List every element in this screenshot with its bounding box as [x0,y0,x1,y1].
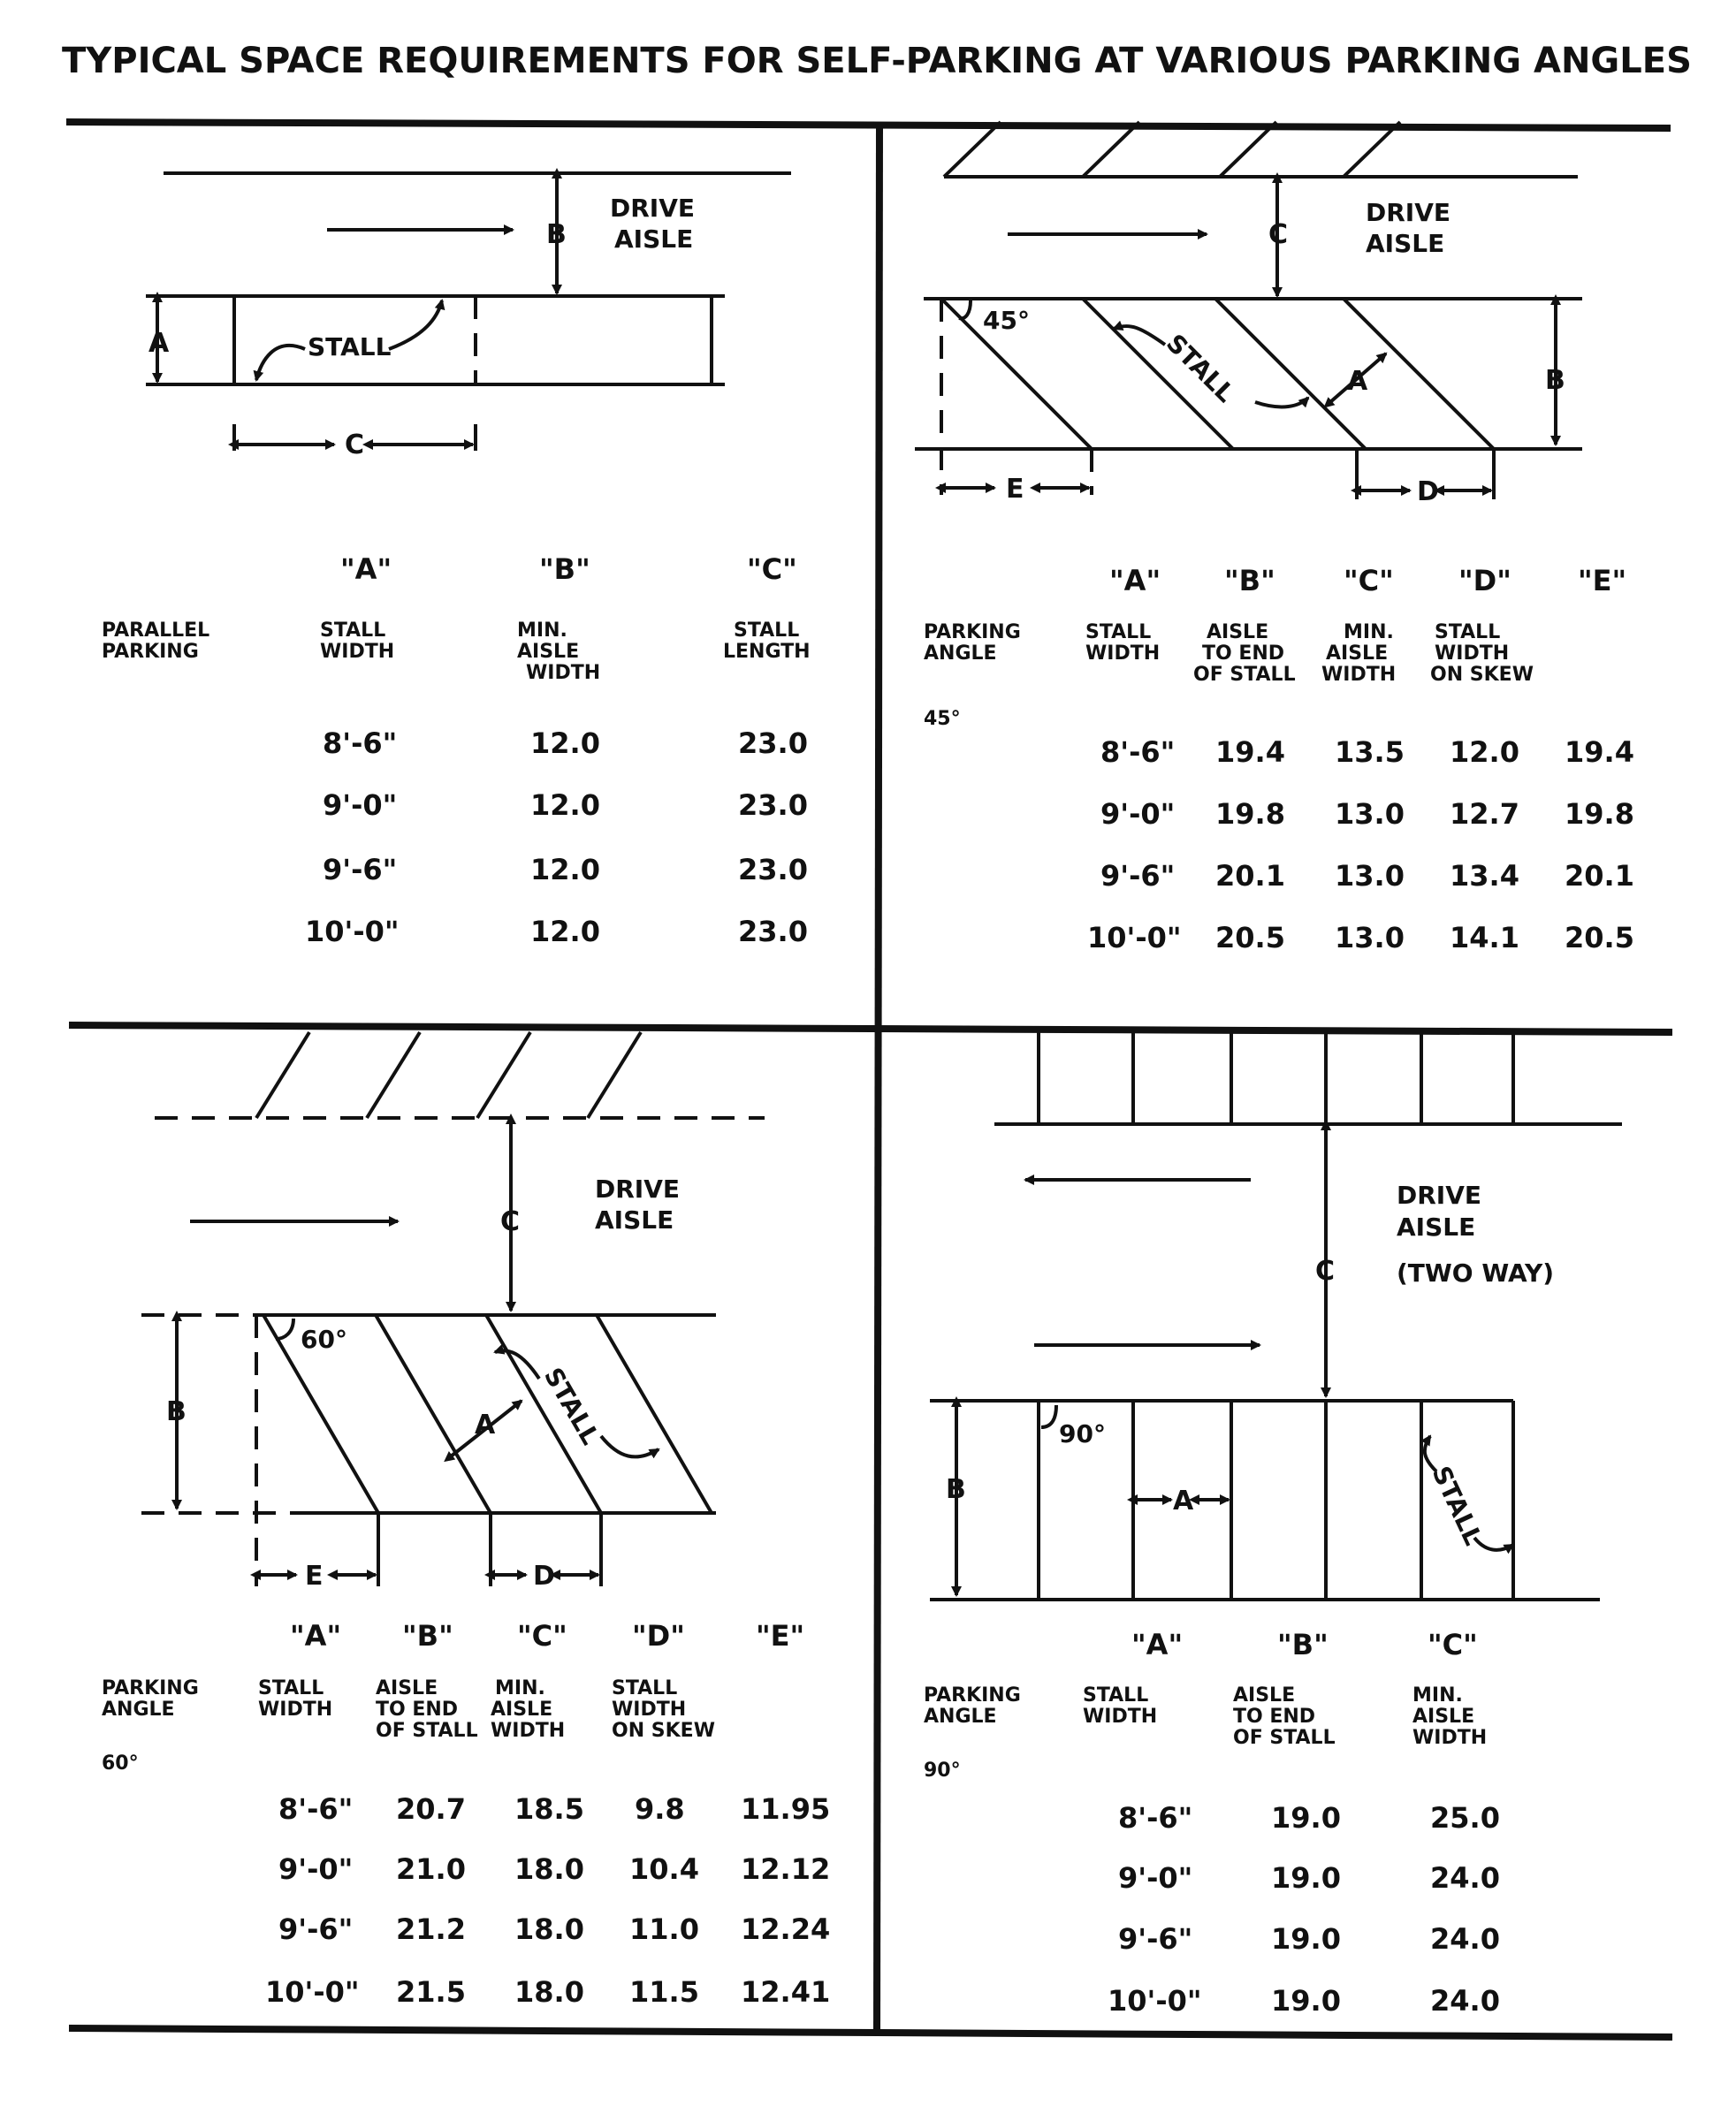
header-a-1: STALL [320,620,386,642]
cell-r3-c: 18.0 [514,1912,584,1946]
cell-r4-e: 20.5 [1565,921,1634,954]
header-c-2: AISLE [491,1699,553,1721]
cell-r2-e: 12.12 [741,1852,831,1886]
cell-r3-b: 21.2 [396,1912,466,1946]
cell-r3-a: 9'-6" [278,1912,354,1946]
cell-r1-b: 20.7 [396,1792,466,1826]
cell-r4-d: 14.1 [1450,921,1519,954]
cell-r4-c: 18.0 [514,1975,584,2009]
aisle-label: AISLE [614,224,694,254]
opposite-stall-stripe [367,1032,420,1118]
angle-arc [276,1319,293,1339]
col-letter-b: "B" [402,1619,453,1653]
dim-b-label: B [166,1396,187,1427]
cell-r1-d: 9.8 [635,1792,685,1826]
col-letter-b: "B" [539,552,590,586]
col-letter-c: "C" [1344,564,1394,597]
cell-r1-a: 8'-6" [1118,1801,1193,1835]
stall-stripe [1215,299,1366,449]
header-b-1: MIN. [517,620,567,642]
angle60-table [102,1619,830,2009]
cell-r1-c: 23.0 [738,726,808,760]
col-letter-c: "C" [1428,1628,1478,1661]
angle90-diagram [930,1032,1622,1600]
cell-r3-a: 9'-6" [1100,859,1176,893]
stall-pointer-arrow [256,346,305,380]
col-letter-a: "A" [340,552,392,586]
opposite-stall-stripe [588,1032,641,1118]
header-a-1: STALL [1085,621,1152,643]
col-letter-d: "D" [632,1619,685,1653]
dim-a-label: A [1347,366,1368,397]
col-letter-e: "E" [756,1619,805,1653]
col-letter-b: "B" [1277,1628,1329,1661]
cell-r3-d: 11.0 [629,1912,699,1946]
col-letter-c: "C" [747,552,797,586]
col-letter-a: "A" [1131,1628,1184,1661]
cell-r2-a: 9'-0" [278,1852,354,1886]
cell-r2-d: 10.4 [629,1852,699,1886]
dim-c-label: C [1315,1256,1336,1287]
opposite-stall-stripe [477,1032,530,1118]
header-c-1: MIN. [1344,621,1394,643]
cell-r1-c: 13.5 [1335,735,1405,769]
dim-b-label: B [1545,365,1565,396]
angle-value: 60° [102,1752,139,1775]
cell-r1-e: 19.4 [1565,735,1634,769]
drive-label: DRIVE [1366,198,1451,227]
header-b-2: TO END [376,1699,459,1721]
cell-r4-b: 21.5 [396,1975,466,2009]
stall-label: STALL [537,1363,605,1450]
drive-label: DRIVE [595,1175,681,1204]
angle45-table [924,564,1634,954]
angle-value: 90° [924,1760,961,1782]
stall-pointer-arrow [495,1350,539,1379]
angle-value: 45° [924,708,961,730]
header-b-3: WIDTH [526,662,601,684]
dim-c-label: C [500,1206,521,1237]
header-b-2: TO END [1233,1706,1316,1728]
cell-r3-a: 9'-6" [1118,1922,1193,1956]
header-d-1: STALL [1435,621,1501,643]
header-d-2: WIDTH [1435,642,1510,665]
cell-r2-b: 12.0 [530,788,600,822]
cell-r4-b: 19.0 [1271,1984,1341,2018]
cell-r1-c: 18.5 [514,1792,584,1826]
row-label-line1: PARKING [924,1684,1021,1707]
header-b-2: TO END [1202,642,1285,665]
header-c-3: WIDTH [1321,664,1397,686]
cell-r4-e: 12.41 [741,1975,831,2009]
middle-rule [69,1025,1672,1032]
cell-r3-c: 24.0 [1430,1922,1500,1956]
angle-label: 60° [301,1325,347,1354]
angle45-diagram [915,122,1582,507]
header-b-3: OF STALL [1193,664,1296,686]
header-b-1: AISLE [1233,1684,1296,1707]
bottom-rule [69,2028,1672,2037]
dim-a-label: A [475,1410,496,1441]
stall-label: STALL [1161,328,1241,408]
stall-pointer-arrow-2 [601,1436,659,1456]
col-letter-c: "C" [517,1619,567,1653]
cell-r2-a: 9'-0" [1118,1861,1193,1895]
dim-b-label: B [946,1474,966,1505]
cell-r3-a: 9'-6" [323,853,398,886]
two-way-label: (TWO WAY) [1397,1258,1555,1288]
parallel-diagram [146,173,791,460]
cell-r3-c: 23.0 [738,853,808,886]
col-letter-a: "A" [1109,564,1161,597]
cell-r3-b: 20.1 [1215,859,1285,893]
cell-r2-b: 21.0 [396,1852,466,1886]
header-b-1: AISLE [1207,621,1269,643]
angle-arc [1041,1405,1056,1427]
angle-label: 90° [1059,1419,1106,1448]
header-a-1: STALL [258,1677,324,1699]
header-c-2: AISLE [1326,642,1389,665]
header-a-2: WIDTH [258,1699,333,1721]
cell-r1-e: 11.95 [741,1792,831,1826]
cell-r4-a: 10'-0" [1108,1984,1202,2018]
row-label-line1: PARKING [924,621,1021,643]
row-label-line2: ANGLE [102,1699,175,1721]
header-b-1: AISLE [376,1677,438,1699]
cell-r4-c: 24.0 [1430,1984,1500,2018]
angle60-diagram [141,1032,765,1592]
row-label-line2: ANGLE [924,642,997,665]
cell-r3-c: 13.0 [1335,859,1405,893]
opposite-stall-stripe [256,1032,309,1118]
row-label-line2: ANGLE [924,1706,997,1728]
top-rule [66,122,1671,128]
header-c-2: LENGTH [723,641,811,663]
header-c-3: WIDTH [491,1720,566,1742]
row-label-line2: PARKING [102,641,199,663]
cell-r1-a: 8'-6" [323,726,398,760]
cell-r3-d: 13.4 [1450,859,1519,893]
header-b-3: OF STALL [1233,1727,1336,1749]
cell-r2-b: 19.8 [1215,797,1285,831]
dim-d-label: D [533,1561,555,1592]
row-label-line1: PARALLEL [102,620,210,642]
cell-r1-c: 25.0 [1430,1801,1500,1835]
stall-stripe [597,1315,712,1513]
cell-r1-b: 19.4 [1215,735,1285,769]
dim-a-label: A [1173,1486,1194,1517]
cell-r2-c: 23.0 [738,788,808,822]
cell-r4-b: 12.0 [530,915,600,948]
center-divider [877,124,879,2033]
cell-r4-a: 10'-0" [265,1975,360,2009]
header-d-1: STALL [612,1677,678,1699]
header-d-3: ON SKEW [1430,664,1534,686]
header-d-2: WIDTH [612,1699,687,1721]
header-c-1: STALL [734,620,800,642]
cell-r4-c: 13.0 [1335,921,1405,954]
dim-e-label: E [1006,474,1024,505]
aisle-label: AISLE [1397,1213,1476,1242]
cell-r2-a: 9'-0" [1100,797,1176,831]
cell-r4-a: 10'-0" [305,915,400,948]
header-c-1: MIN. [495,1677,545,1699]
dim-e-label: E [305,1561,324,1592]
drive-label: DRIVE [1397,1181,1482,1210]
dim-d-label: D [1417,476,1439,507]
aisle-label: AISLE [1366,229,1445,258]
cell-r1-b: 19.0 [1271,1801,1341,1835]
cell-r2-a: 9'-0" [323,788,398,822]
stall-label: STALL [1426,1462,1489,1550]
cell-r3-e: 20.1 [1565,859,1634,893]
header-a-2: WIDTH [1085,642,1161,665]
stall-stripe [376,1315,491,1513]
cell-r1-a: 8'-6" [1100,735,1176,769]
cell-r2-c: 18.0 [514,1852,584,1886]
cell-r2-c: 13.0 [1335,797,1405,831]
header-d-3: ON SKEW [612,1720,715,1742]
header-a-2: WIDTH [320,641,395,663]
cell-r1-d: 12.0 [1450,735,1519,769]
header-a-2: WIDTH [1083,1706,1158,1728]
stall-pointer-arrow-2 [1255,398,1308,407]
parallel-table [102,552,811,948]
header-c-1: MIN. [1412,1684,1463,1707]
cell-r3-e: 12.24 [741,1912,831,1946]
cell-r4-c: 23.0 [738,915,808,948]
cell-r1-b: 12.0 [530,726,600,760]
dim-c-label: C [345,430,365,460]
opposite-stall-stripe [1083,122,1139,177]
cell-r2-c: 24.0 [1430,1861,1500,1895]
cell-r2-d: 12.7 [1450,797,1519,831]
header-a-1: STALL [1083,1684,1149,1707]
opposite-stall-stripe [944,122,1001,177]
cell-r3-b: 19.0 [1271,1922,1341,1956]
cell-r4-b: 20.5 [1215,921,1285,954]
header-b-2: AISLE [517,641,580,663]
stall-pointer-arrow-2 [389,300,442,349]
angle-label: 45° [983,306,1030,335]
drive-label: DRIVE [610,194,696,223]
aisle-label: AISLE [595,1205,674,1235]
col-letter-e: "E" [1578,564,1627,597]
cell-r4-d: 11.5 [629,1975,699,2009]
header-b-3: OF STALL [376,1720,478,1742]
cell-r2-e: 19.8 [1565,797,1634,831]
cell-r4-a: 10'-0" [1087,921,1182,954]
dim-b-label: B [546,219,567,250]
dim-a-label: A [148,328,170,359]
header-c-2: AISLE [1412,1706,1475,1728]
opposite-stall-stripe [1220,122,1276,177]
page-title: TYPICAL SPACE REQUIREMENTS FOR SELF-PARKING AT VARIOUS PARKING ANGLES [62,41,1692,81]
stall-pointer-arrow [1425,1436,1436,1471]
cell-r2-b: 19.0 [1271,1861,1341,1895]
col-letter-b: "B" [1224,564,1275,597]
angle90-table [924,1628,1500,2018]
cell-r3-b: 12.0 [530,853,600,886]
header-c-3: WIDTH [1412,1727,1488,1749]
dim-c-label: C [1268,219,1289,250]
cell-r1-a: 8'-6" [278,1792,354,1826]
col-letter-d: "D" [1458,564,1511,597]
col-letter-a: "A" [290,1619,342,1653]
row-label-line1: PARKING [102,1677,199,1699]
stall-label: STALL [308,332,392,361]
